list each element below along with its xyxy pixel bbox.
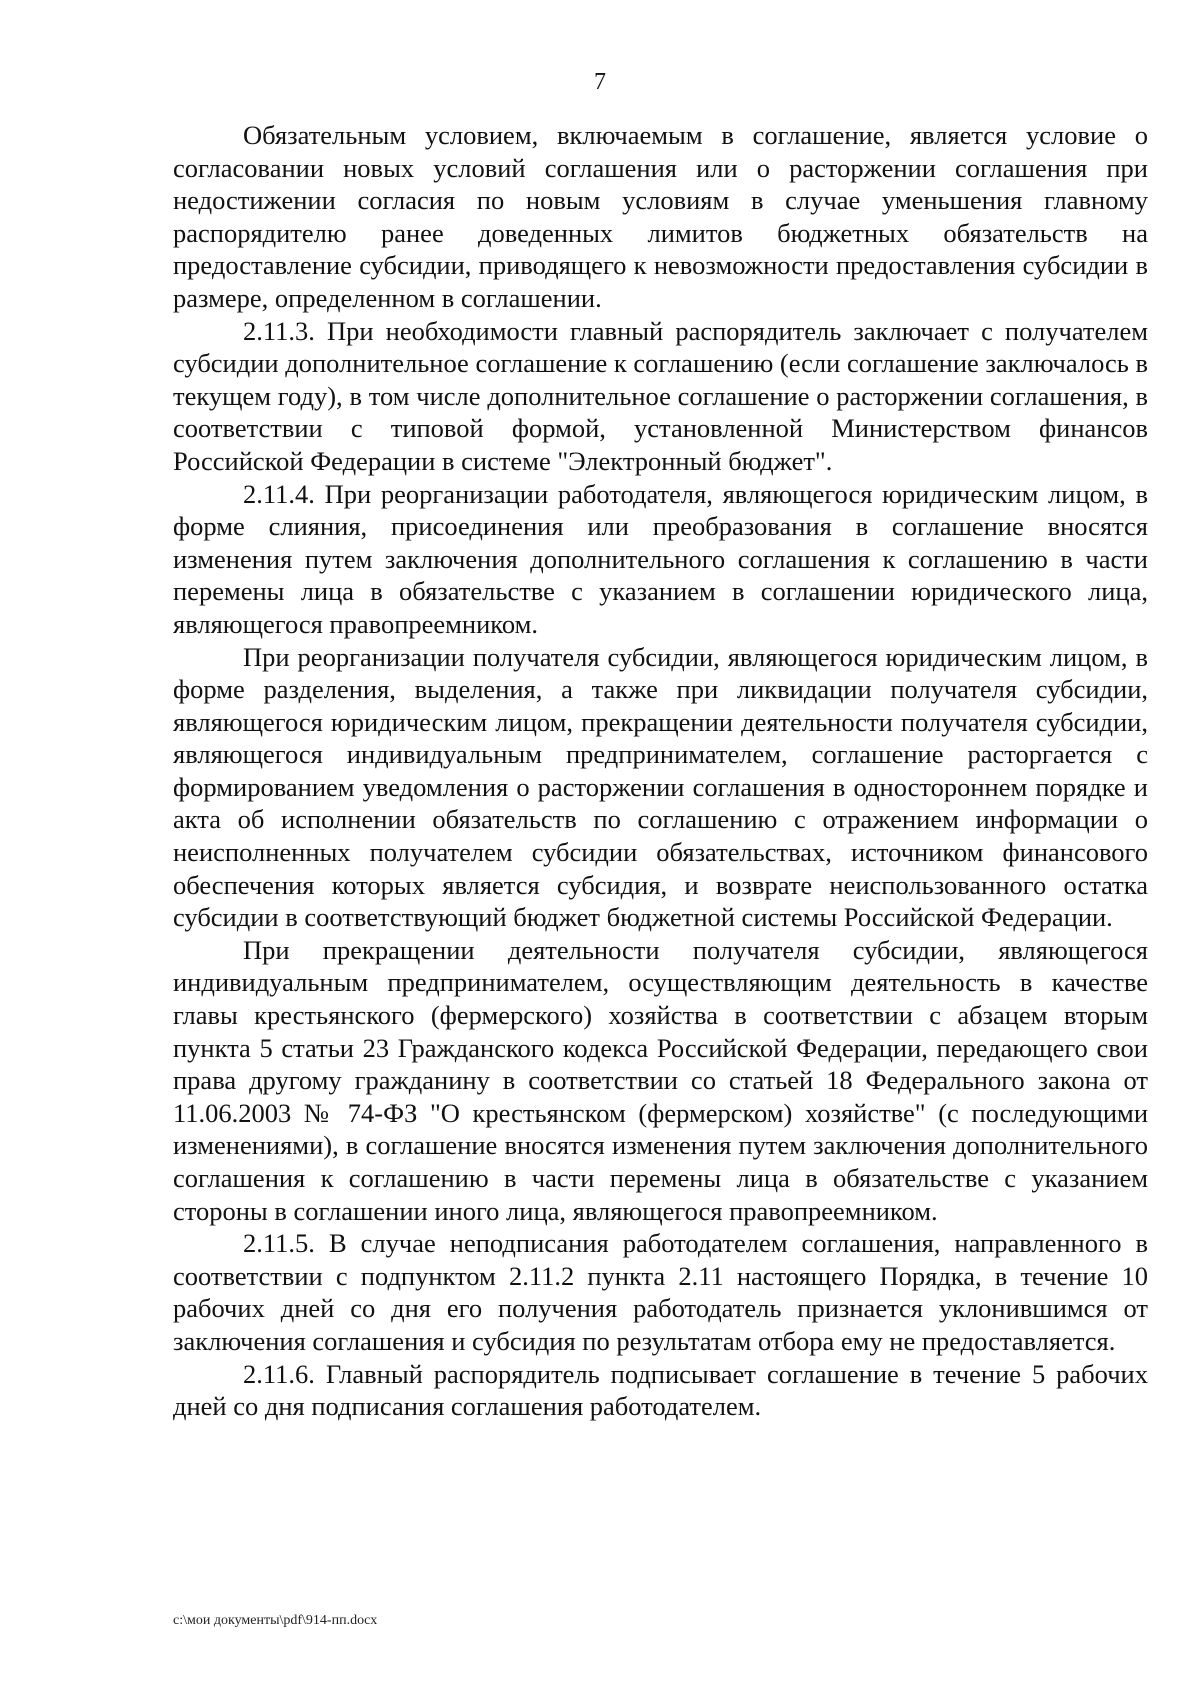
paragraph-reorganization-recipient: При реорганизации получателя субсидии, являющегося юридическим лицом, в форме разделения, выделения, а также при ликвидации получателя субсидии, являющегося юридическим лицом, прекращении деятельности получателя субсидии, являющегося индивидуальным предпринимателем, соглашение расторгается с формированием уведомления о расторжении соглашения в одностороннем порядке и акта об исполнении обязательств по соглашению с отражением информации о неисполненных получателем субсидии обязательствах, источником финансового обеспечения которых является субсидия, и возврате неиспользованного остатка субсидии в соответствующий бюджет бюджетной системы Российской Федерации. [173, 641, 1148, 933]
paragraph-mandatory-condition: Обязательным условием, включаемым в соглашение, является условие о согласовании новых условий соглашения или о расторжении соглашения при недостижении согласия по новым условиям в случае уменьшения главному распорядителю ранее доведенных лимитов бюджетных обязательств на предоставление субсидии, приводящего к невозможности предоставления субсидии в размере, определенном в соглашении. [173, 120, 1148, 313]
file-path-footer: c:\мои документы\pdf\914-пп.docx [173, 1613, 378, 1628]
paragraph-farm-termination: При прекращении деятельности получателя субсидии, являющегося индивидуальным предпринимателем, осуществляющим деятельность в качестве главы крестьянского (фермерского) хозяйства в соответствии с абзацем вторым пункта 5 статьи 23 Гражданского кодекса Российской Федерации, передающего свои права другому гражданину в соответствии со статьей 18 Федерального закона от 11.06.2003 № 74-ФЗ "О крестьянском (фермерском) хозяйстве" (с последующими изменениями), в соглашение вносятся изменения путем заключения дополнительного соглашения к соглашению в части перемены лица в обязательстве с указанием стороны в соглашении иного лица, являющегося правопреемником. [173, 934, 1148, 1226]
paragraph-2-11-5: 2.11.5. В случае неподписания работодателем соглашения, направленного в соответствии с подпунктом 2.11.2 пункта 2.11 настоящего Порядка, в течение 10 рабочих дней со дня его получения работодатель признается уклонившимся от заключения соглашения и субсидия по результатам отбора ему не предоставляется. [173, 1228, 1148, 1356]
paragraph-2-11-3: 2.11.3. При необходимости главный распорядитель заключает с получателем субсидии дополнительное соглашение к соглашению (если соглашение заключалось в текущем году), в том числе дополнительное соглашение о расторжении соглашения, в соответствии с типовой формой, установленной Министерством финансов Российской Федерации в системе "Электронный бюджет". [173, 315, 1148, 476]
paragraph-2-11-6: 2.11.6. Главный распорядитель подписывает соглашение в течение 5 рабочих дней со дня подписания соглашения работодателем. [173, 1358, 1148, 1422]
paragraph-2-11-4: 2.11.4. При реорганизации работодателя, являющегося юридическим лицом, в форме слияния, присоединения или преобразования в соглашение вносятся изменения путем заключения дополнительного соглашения к соглашению в части перемены лица в обязательстве с указанием в соглашении юридического лица, являющегося правопреемником. [173, 478, 1148, 639]
page-number: 7 [594, 69, 606, 95]
document-body [173, 119, 1148, 1423]
